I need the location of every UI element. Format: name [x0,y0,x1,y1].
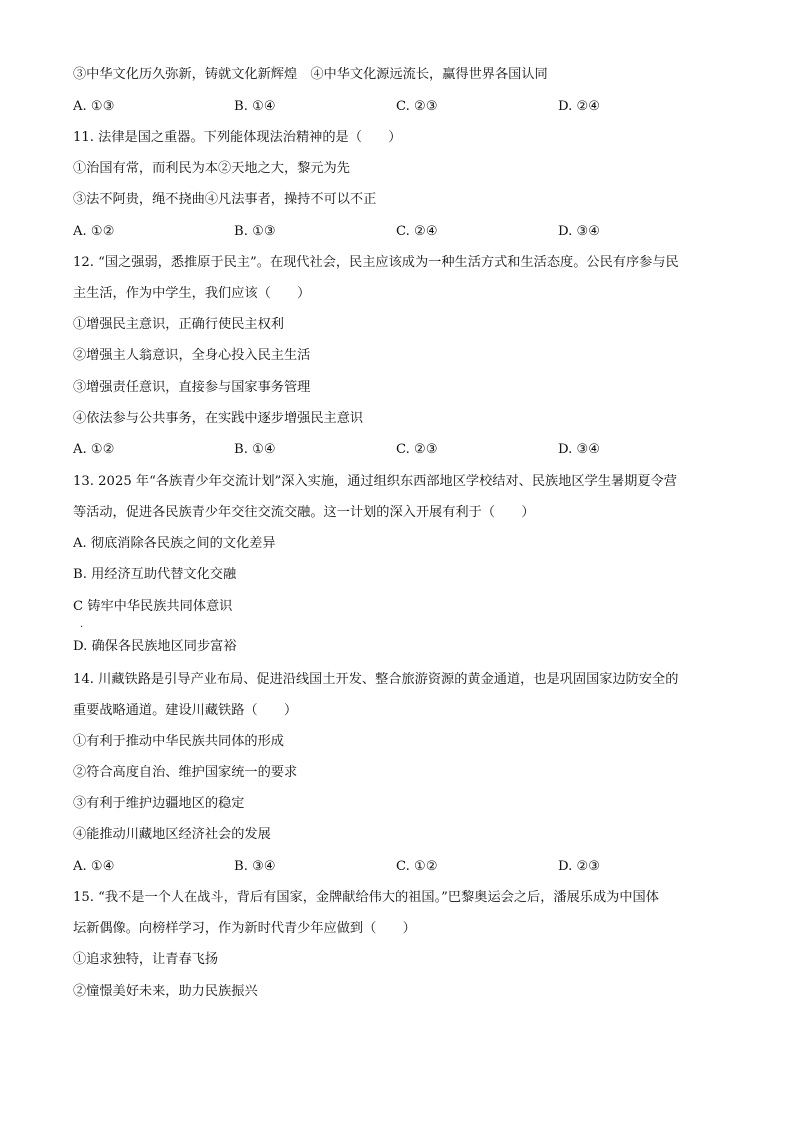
q14-option-c: C. ①② [396,859,438,874]
q12-option-c: C. ②③ [396,442,438,457]
q13-stem-line-1: 13. 2025 年“各族青少年交流计划”深入实施，通过组织东西部地区学校结对、民族地区学生暑期夏令营 [73,474,677,489]
q15-statement-1: ①追求独特，让青春飞扬 [73,952,219,967]
q11-stem: 11. 法律是国之重器。下列能体现法治精神的是（ ） [73,130,402,145]
q14-stem-line-2: 重要战略通道。建设川藏铁路（ ） [73,703,298,718]
q13-option-c: C 铸牢中华民族共同体意识 [73,599,233,614]
q10-options [73,97,733,117]
q13-stem-line-2: 等活动，促进各民族青少年交往交流交融。这一计划的深入开展有利于（ ） [73,505,535,520]
q11-statement-1-2: ①治国有常，而利民为本②天地之大，黎元为先 [73,161,350,176]
q12-statement-2: ②增强主人翁意识，全身心投入民主生活 [73,348,311,363]
q11-statement-3-4: ③法不阿贵，绳不挠曲④凡法事者，操持不可以不正 [73,192,377,207]
q14-statement-3: ③有利于维护边疆地区的稳定 [73,796,245,811]
q11-option-b: B. ①③ [234,224,276,239]
q13-option-b: B. 用经济互助代替文化交融 [73,567,237,582]
q14-statement-1: ①有利于推动中华民族共同体的形成 [73,734,284,749]
q12-option-a: A. ①② [73,442,115,457]
q10-statement-3-4: ③中华文化历久弥新，铸就文化新辉煌 ④中华文化源远流长，赢得世界各国认同 [73,67,548,82]
q14-stem-line-1: 14. 川藏铁路是引导产业布局、促进沿线国土开发、整合旅游资源的黄金通道，也是巩固国家边防安全的 [73,672,679,687]
q10-option-c: C. ②③ [396,99,438,114]
q12-stem-line-1: 12. “国之强弱，悉推原于民主”。在现代社会，民主应该成为一种生活方式和生活态度。公民有序参与民 [73,255,679,270]
q12-stem-line-2: 主生活，作为中学生，我们应该（ ） [73,286,311,301]
q13-option-a: A. 彻底消除各民族之间的文化差异 [73,536,276,551]
q12-statement-1: ①增强民主意识，正确行使民主权利 [73,317,284,332]
q14-statement-4: ④能推动川藏地区经济社会的发展 [73,827,271,842]
q14-statement-2: ②符合高度自治、维护国家统一的要求 [73,765,298,780]
q11-option-d: D. ③④ [558,224,601,239]
q12-options [73,440,733,460]
q11-option-a: A. ①② [73,224,115,239]
q11-option-c: C. ②④ [396,224,438,239]
q14-option-a: A. ①④ [73,859,115,874]
q10-option-d: D. ②④ [558,99,601,114]
q13-option-c-stray-dot: . [80,619,84,630]
q12-option-b: B. ①④ [234,442,276,457]
q15-statement-2: ②憧憬美好未来，助力民族振兴 [73,984,258,999]
q15-stem-line-2: 坛新偶像。向榜样学习，作为新时代青少年应做到（ ） [73,921,416,936]
q10-option-b: B. ①④ [234,99,276,114]
q10-option-a: A. ①③ [73,99,115,114]
q12-option-d: D. ③④ [558,442,601,457]
q14-option-d: D. ②③ [558,859,601,874]
q13-option-d: D. 确保各民族地区同步富裕 [73,639,237,654]
q15-stem-line-1: 15. “我不是一个人在战斗，背后有国家，金牌献给伟大的祖国。”巴黎奥运会之后，潘展乐成为中国体 [73,890,659,905]
q14-options [73,857,733,877]
q12-statement-3: ③增强责任意识，直接参与国家事务管理 [73,380,311,395]
q11-options [73,222,733,242]
q12-statement-4: ④依法参与公共事务，在实践中逐步增强民主意识 [73,411,364,426]
q14-option-b: B. ③④ [234,859,276,874]
